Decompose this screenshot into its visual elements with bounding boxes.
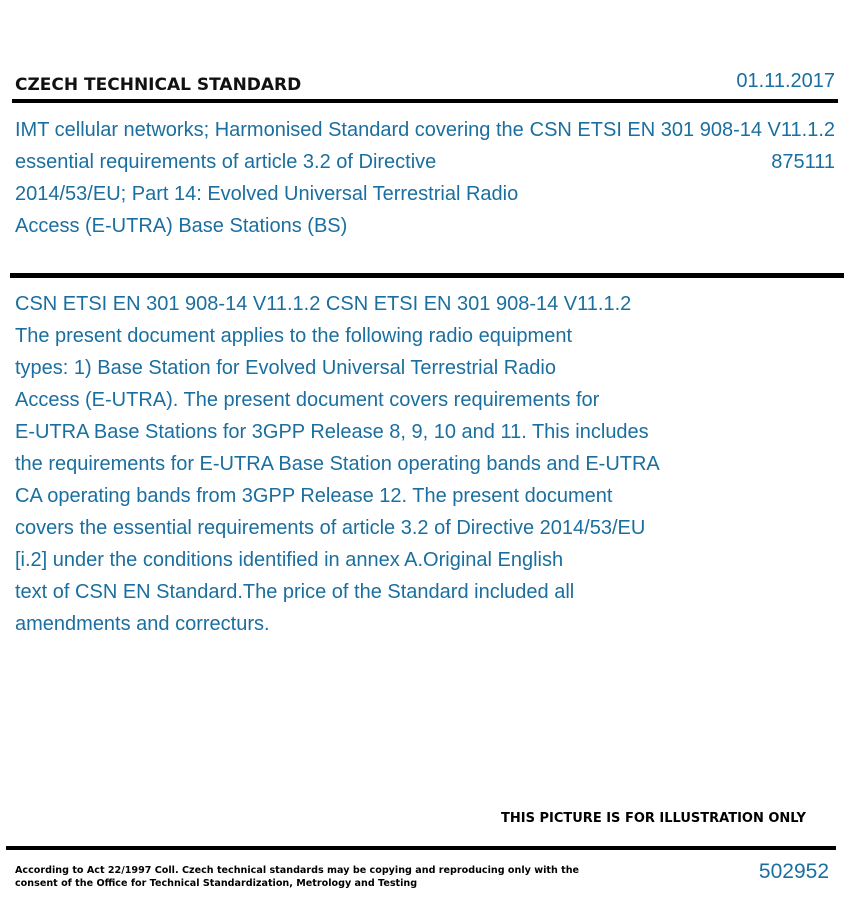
- document-heading: CZECH TECHNICAL STANDARD: [15, 75, 302, 95]
- section-divider: [10, 273, 844, 278]
- catalog-number: 875111: [771, 151, 835, 173]
- header-divider: [12, 99, 838, 103]
- standard-code: CSN ETSI EN 301 908-14 V11.1.2: [529, 119, 835, 141]
- footer-divider: [6, 846, 836, 850]
- standard-title: IMT cellular networks; Harmonised Standard covering the essential requirements of article 3.2 of Directive 2014/53/EU; Part 14: Evolved Universal Terrestrial Radio Access (E-UTRA) Base Stations (BS): [15, 119, 524, 237]
- standard-code-block: [530, 114, 835, 178]
- footer-reference-number: 502952: [758, 860, 829, 883]
- legal-notice: According to Act 22/1997 Coll. Czech technical standards may be copying and reproducing only with the consent of the Office for Technical Standardization, Metrology and Testing: [15, 865, 580, 889]
- publication-date: 01.11.2017: [736, 70, 835, 92]
- standard-abstract: CSN ETSI EN 301 908-14 V11.1.2 CSN ETSI EN 301 908-14 V11.1.2 The present document applies to the following radio equipment types: 1) Base Station for Evolved Universal Terrestrial Radio Access (E-UTRA). The present document covers requirements for E-UTRA Base Stations for 3GPP Release 8, 9, 10 and 11. This includes the requirements for E-UTRA Base Station operating bands and E-UTRA CA operating bands from 3GPP Release 12. The present document covers the essential requirements of article 3.2 of Directive 2014/53/EU [i.2] under the conditions identified in annex A.Original English text of CSN EN Standard.The price of the Standard included all amendments and correcturs.: [15, 293, 660, 635]
- illustration-disclaimer: THIS PICTURE IS FOR ILLUSTRATION ONLY: [501, 811, 806, 826]
